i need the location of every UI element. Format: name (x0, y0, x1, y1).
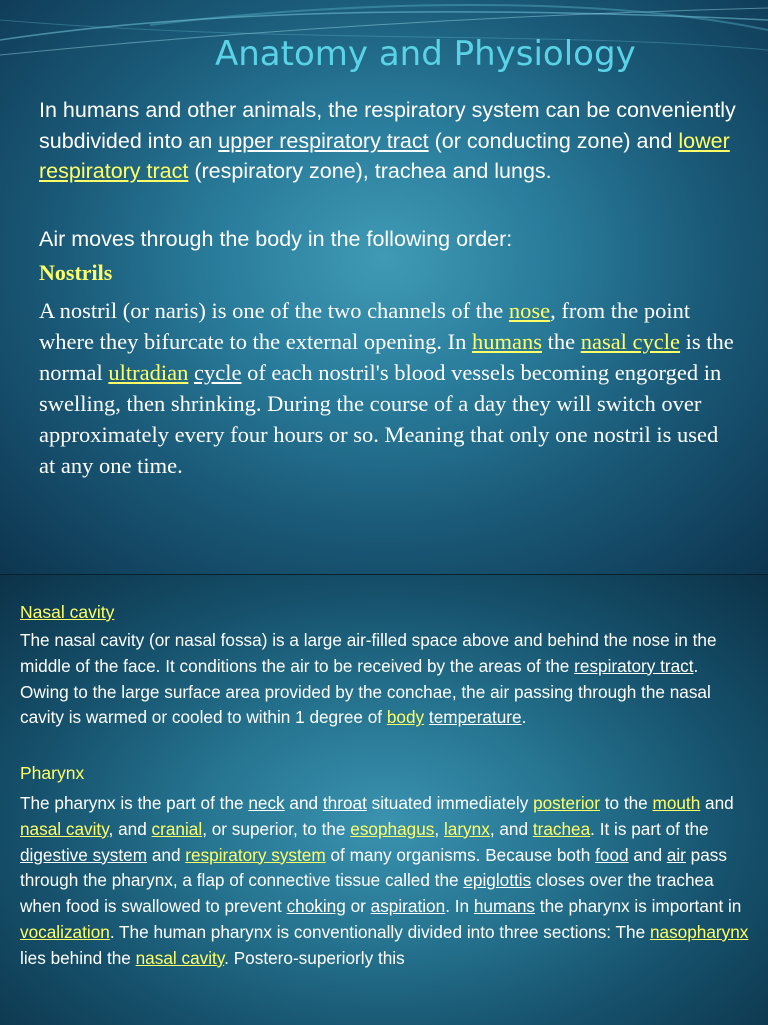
text: is the normal (39, 329, 734, 385)
respiratory-tract-link[interactable]: respiratory tract (574, 655, 694, 676)
posterior-link[interactable]: posterior (533, 793, 600, 813)
text: and (628, 844, 667, 865)
upper-respiratory-tract-link[interactable]: upper respiratory tract (218, 128, 429, 153)
humans-link[interactable]: humans (473, 896, 536, 917)
text: and (147, 844, 186, 865)
slide-nasal-pharynx (0, 575, 768, 1025)
text: . (521, 707, 527, 728)
text: . It is part of the (590, 818, 709, 839)
text: The nasal cavity (or nasal fossa) is a large air-filled space above and behind the nose in the middle of the face. It conditions the air to be received by the areas of the (20, 630, 717, 676)
nostrils-paragraph (39, 295, 739, 481)
mouth-link[interactable]: mouth (652, 793, 701, 813)
air-link[interactable]: air (666, 844, 686, 865)
text: . Postero-superiorly this (224, 947, 405, 968)
food-link[interactable]: food (595, 844, 629, 865)
vocalization-link[interactable]: vocalization (20, 921, 110, 942)
text: (or conducting zone) and (428, 128, 679, 153)
text: , or superior, to the (202, 818, 351, 839)
larynx-link[interactable]: larynx (443, 818, 490, 839)
choking-link[interactable]: choking (286, 896, 346, 917)
text: (respiratory zone), trachea and lungs. (188, 159, 552, 183)
lower-respiratory-tract-link[interactable]: lower respiratory tract (39, 128, 730, 183)
nostrils-heading: Nostrils (39, 260, 113, 285)
text: , from the point where they bifurcate to the external opening. In (39, 298, 691, 354)
trachea-link[interactable]: trachea (532, 818, 591, 839)
neck-link[interactable]: neck (248, 793, 285, 813)
cycle-link[interactable]: cycle (193, 360, 242, 385)
text: situated immediately (366, 793, 534, 813)
order-paragraph: Air moves through the body in the following order: (39, 227, 513, 251)
text: closes over the trachea when food is swallowed to prevent (20, 870, 714, 917)
ultradian-link[interactable]: ultradian (108, 360, 189, 385)
esophagus-link[interactable]: esophagus (350, 818, 435, 839)
epiglottis-link[interactable]: epiglottis (463, 870, 532, 891)
text: pass through the pharynx, a flap of connective tissue called the (20, 844, 727, 891)
text: or (345, 896, 371, 917)
nasal-cavity-paragraph (20, 628, 750, 731)
text: of each nostril's blood vessels becoming engorged in swelling, then shrinking. During the course of a day they will switch over approximately every four hours or so. Meaning that only one nostril is used at any one time. (39, 360, 722, 478)
text: , (434, 818, 444, 839)
respiratory-system-link[interactable]: respiratory system (185, 844, 326, 865)
temperature-link[interactable]: temperature (428, 707, 522, 728)
nasal-cavity-link-2[interactable]: nasal cavity (135, 947, 225, 968)
nasopharynx-link[interactable]: nasopharynx (649, 921, 749, 942)
nasal-cavity-heading: Nasal cavity (20, 602, 115, 622)
pharynx-paragraph (20, 791, 750, 972)
nose-link[interactable]: nose (508, 298, 551, 323)
nasal-cycle-link[interactable]: nasal cycle (580, 329, 681, 354)
text: to the (599, 793, 653, 813)
digestive-system-link[interactable]: digestive system (20, 844, 148, 865)
text: and (284, 793, 323, 813)
text: and (700, 793, 734, 813)
aspiration-link[interactable]: aspiration (370, 896, 446, 917)
text: A nostril (or naris) is one of the two channels of the (39, 298, 509, 323)
text: . Owing to the large surface area provided by the conchae, the air passing through the nasal cavity is warmed or cooled to within 1 degree of (20, 655, 711, 728)
text: the (541, 329, 581, 354)
text: of many organisms. Because both (325, 844, 596, 865)
nasal-cavity-link[interactable]: nasal cavity (20, 818, 109, 839)
throat-link[interactable]: throat (322, 793, 367, 813)
text: the pharynx is important in (535, 896, 742, 917)
text: , and (108, 818, 152, 839)
slide-title: Anatomy and Physiology (215, 34, 636, 74)
text: The pharynx is the part of the (20, 793, 249, 813)
text: . In (445, 896, 474, 917)
body-link[interactable]: body (386, 707, 425, 728)
humans-link[interactable]: humans (471, 329, 542, 354)
text: , and (489, 818, 533, 839)
text: lies behind the (20, 947, 136, 968)
cranial-link[interactable]: cranial (151, 818, 203, 839)
text: . The human pharynx is conventionally divided into three sections: The (109, 921, 650, 942)
intro-paragraph (39, 95, 739, 187)
text: In humans and other animals, the respiratory system can be conveniently subdivided into an (39, 98, 736, 153)
pharynx-heading: Pharynx (20, 763, 85, 783)
